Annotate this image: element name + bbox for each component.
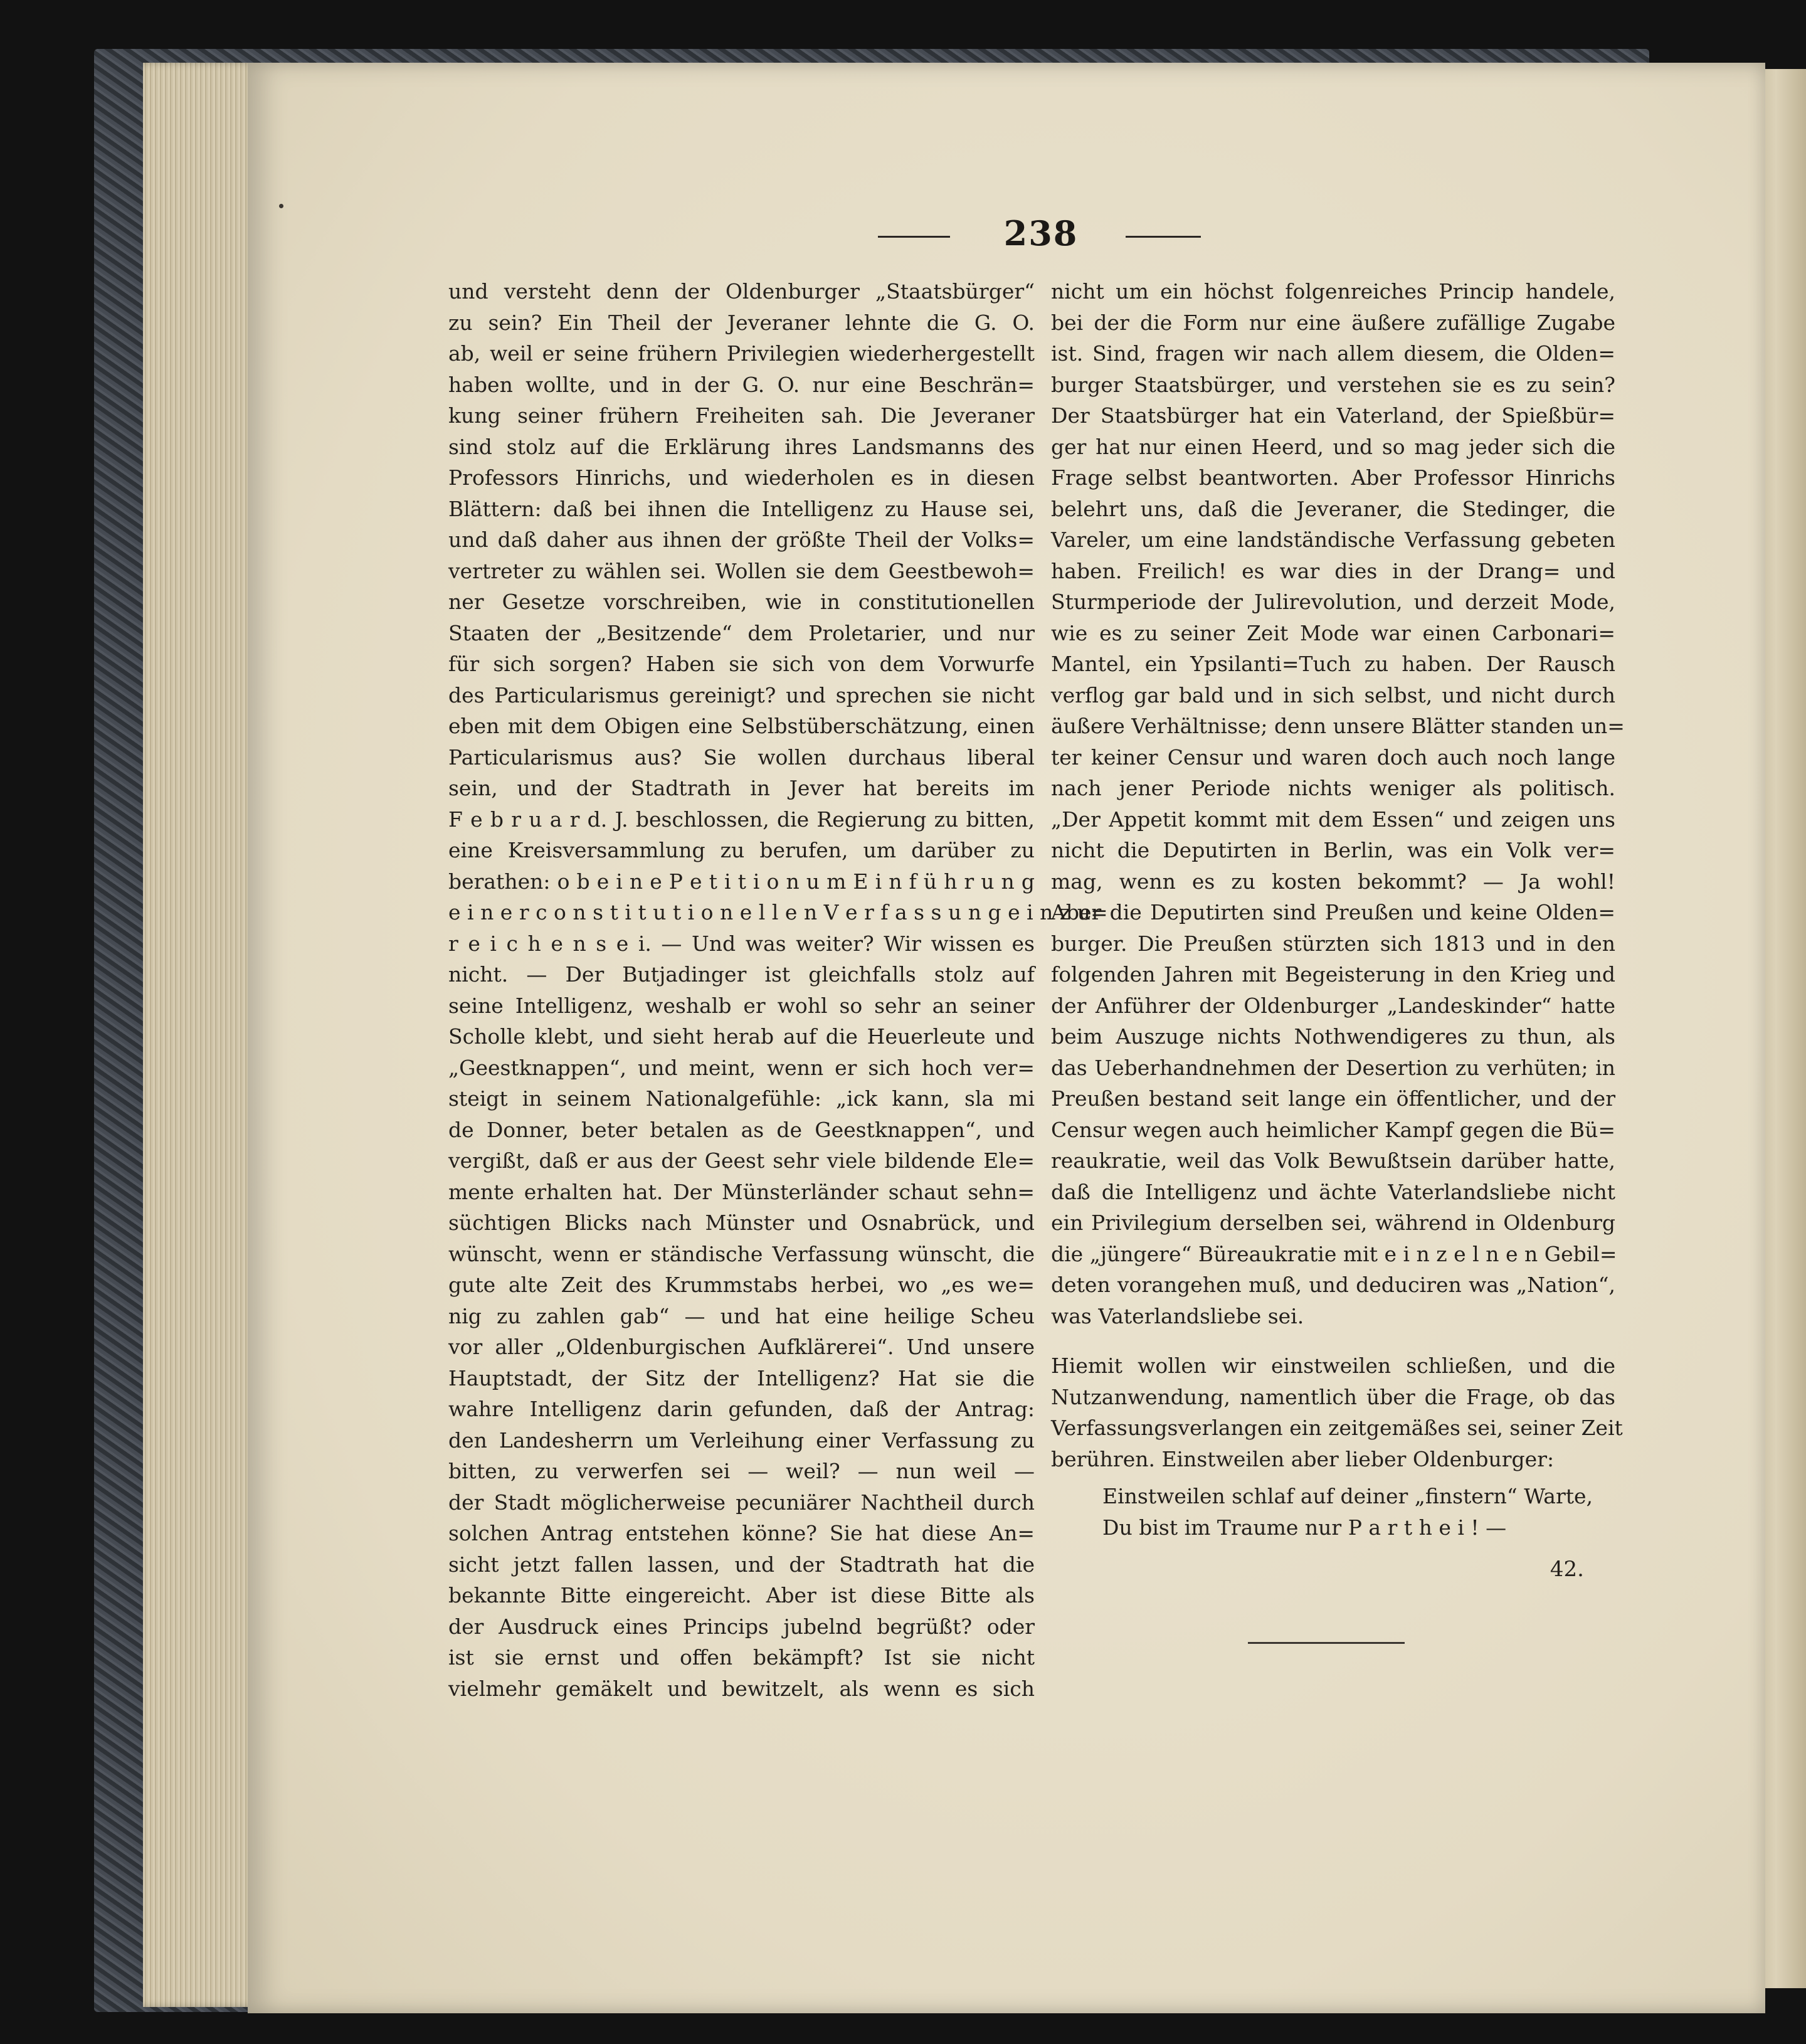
text-line: den Landesherrn um Verleihung einer Verfassung zu	[448, 1427, 1035, 1453]
text-line: seine Intelligenz, weshalb er wohl so sehr an seiner	[448, 993, 1035, 1018]
page-number: 238	[1003, 213, 1079, 253]
text-line: der Ausdruck eines Princips jubelnd begrüßt? oder	[448, 1614, 1035, 1639]
text-line: Mantel, ein Ypsilanti=Tuch zu haben. Der Rausch	[1051, 652, 1615, 676]
text-line: verflog gar bald und in sich selbst, und nicht durch	[1051, 682, 1615, 707]
closing-rule	[1248, 1642, 1405, 1644]
text-line: Staaten der „Besitzende“ dem Proletarier, und nur	[448, 620, 1035, 645]
text-line: burger. Die Preußen stürzten sich 1813 und in den	[1051, 931, 1615, 956]
text-line: was Vaterlandsliebe sei.	[1051, 1303, 1304, 1328]
text-line: daß die Intelligenz und ächte Vaterlandsliebe nicht	[1051, 1179, 1615, 1204]
text-line: nicht die Deputirten in Berlin, was ein Volk ver=	[1051, 838, 1615, 862]
text-line: äußere Verhältnisse; denn unsere Blätter standen un=	[1051, 714, 1625, 738]
text-line: haben. Freilich! es war dies in der Drang= und	[1051, 558, 1615, 583]
text-line: nig zu zahlen gab“ — und hat eine heilige Scheu	[448, 1303, 1035, 1328]
text-line: e i n e r c o n s t i t u t i o n e l l e n V e r f a s s u n g e i n z u=	[448, 900, 1108, 924]
text-line: Particularismus aus? Sie wollen durchaus liberal	[448, 744, 1035, 770]
text-line: Vareler, um eine landständische Verfassung gebeten	[1051, 527, 1615, 552]
text-line: wünscht, wenn er ständische Verfassung wünscht, die	[448, 1241, 1035, 1266]
text-line: Scholle klebt, und sieht herab auf die Heuerleute und	[448, 1024, 1035, 1049]
text-line: r e i c h e n s e i. — Und was weiter? Wir wissen es	[448, 931, 1035, 956]
right-text-column	[1051, 276, 1625, 1592]
text-line: haben wollte, und in der G. O. nur eine Beschrän=	[448, 372, 1035, 397]
paragraph-1	[1051, 276, 1625, 1332]
text-line: das Ueberhandnehmen der Desertion zu verhüten; in	[1051, 1055, 1615, 1080]
text-line: gute alte Zeit des Krummstabs herbei, wo „es we=	[448, 1273, 1035, 1297]
text-line: bei der die Form nur eine äußere zufällige Zugabe	[1051, 310, 1615, 335]
text-line: Frage selbst beantworten. Aber Professor Hinrichs	[1051, 465, 1615, 490]
text-line: sind stolz auf die Erklärung ihres Landsmanns des	[448, 434, 1035, 459]
text-line: der Anführer der Oldenburger „Landeskinder“ hatte	[1051, 993, 1615, 1018]
text-line: ist. Sind, fragen wir nach allem diesem, die Olden=	[1051, 341, 1615, 366]
text-line: ger hat nur einen Heerd, und so mag jeder sich die	[1051, 434, 1615, 459]
text-line: nach jener Periode nichts weniger als politisch.	[1051, 776, 1615, 800]
text-line: reaukratie, weil das Volk Bewußtsein darüber hatte,	[1051, 1148, 1615, 1173]
text-line: bekannte Bitte eingereicht. Aber ist diese Bitte als	[448, 1583, 1035, 1607]
text-line: des Particularismus gereinigt? und sprechen sie nicht	[448, 682, 1035, 707]
text-line: F e b r u a r d. J. beschlossen, die Regierung zu bitten,	[448, 807, 1035, 832]
text-line: Du bist im Traume nur P a r t h e i ! —	[1102, 1515, 1507, 1540]
text-line: deten vorangehen muß, und deduciren was „Nation“,	[1051, 1273, 1615, 1297]
text-line: berathen: o b e i n e P e t i t i o n u m E i n f ü h r u n g	[448, 869, 1035, 894]
text-line: burger Staatsbürger, und verstehen sie es zu sein?	[1051, 372, 1615, 397]
text-line: mag, wenn es zu kosten bekommt? — Ja wohl!	[1051, 869, 1615, 894]
text-line: sicht jetzt fallen lassen, und der Stadtrath hat die	[448, 1552, 1035, 1577]
text-line: zu sein? Ein Theil der Jeveraner lehnte die G. O.	[448, 310, 1035, 335]
paragraph-2	[1051, 1350, 1623, 1475]
text-line: solchen Antrag entstehen könne? Sie hat diese An=	[448, 1521, 1035, 1545]
text-line: Der Staatsbürger hat ein Vaterland, der Spießbür=	[1051, 403, 1615, 428]
verse-block	[1051, 1481, 1615, 1543]
text-line: eben mit dem Obigen eine Selbstüberschätzung, einen	[448, 714, 1035, 738]
text-line: und daß daher aus ihnen der größte Theil der Volks=	[448, 527, 1035, 552]
page-header	[878, 213, 1204, 257]
text-line: kung seiner frühern Freiheiten sah. Die Jeveraner	[448, 403, 1035, 428]
text-line: folgenden Jahren mit Begeisterung in den Krieg und	[1051, 962, 1615, 987]
text-line: der Stadt möglicherweise pecuniärer Nachtheil durch	[448, 1490, 1035, 1515]
text-line: Hauptstadt, der Sitz der Intelligenz? Hat sie die	[448, 1365, 1035, 1390]
text-line: belehrt uns, daß die Jeveraner, die Stedinger, die	[1051, 496, 1615, 521]
text-line: Professors Hinrichs, und wiederholen es in diesen	[448, 465, 1035, 490]
text-line: de Donner, beter betalen as de Geestknappen“, und	[448, 1117, 1035, 1142]
text-line: eine Kreisversammlung zu berufen, um darüber zu	[448, 838, 1035, 862]
text-line: sein, und der Stadtrath in Jever hat bereits im	[448, 776, 1035, 800]
paragraph-gap	[1051, 1332, 1615, 1350]
text-line: für sich sorgen? Haben sie sich von dem Vorwurfe	[448, 652, 1035, 676]
text-line: „Geestknappen“, und meint, wenn er sich hoch ver=	[448, 1055, 1035, 1080]
text-line: Hiemit wollen wir einstweilen schließen, und die	[1051, 1353, 1615, 1378]
left-text-column	[448, 276, 1108, 1704]
text-line: wahre Intelligenz darin gefunden, daß der Antrag:	[448, 1397, 1035, 1421]
text-line: berühren. Einstweilen aber lieber Oldenburger:	[1051, 1446, 1555, 1471]
text-line: Aber die Deputirten sind Preußen und keine Olden=	[1051, 900, 1615, 924]
text-line: vor aller „Oldenburgischen Aufklärerei“. Und unsere	[448, 1335, 1035, 1359]
text-line: süchtigen Blicks nach Münster und Osnabrück, und	[448, 1210, 1035, 1235]
text-line: Verfassungsverlangen ein zeitgemäßes sei, seiner Zeit	[1051, 1416, 1623, 1440]
verse-gap	[1051, 1475, 1615, 1481]
text-line: vergißt, daß er aus der Geest sehr viele bildende Ele=	[448, 1148, 1035, 1173]
text-line: Censur wegen auch heimlicher Kampf gegen die Bü=	[1051, 1117, 1615, 1142]
text-line: vertreter zu wählen sei. Wollen sie dem Geestbewoh=	[448, 558, 1035, 583]
text-line: ter keiner Censur und waren doch auch noch lange	[1051, 744, 1615, 770]
text-line: Sturmperiode der Julirevolution, und derzeit Mode,	[1051, 590, 1615, 614]
text-line: beim Auszuge nichts Nothwendigeres zu thun, als	[1051, 1024, 1615, 1049]
text-line: Blättern: daß bei ihnen die Intelligenz zu Hause sei,	[448, 496, 1035, 521]
text-line: nicht um ein höchst folgenreiches Princip handele,	[1051, 279, 1615, 304]
text-line: vielmehr gemäkelt und bewitzelt, als wenn es sich	[448, 1676, 1035, 1701]
text-line: bitten, zu verwerfen sei — weil? — nun weil —	[448, 1459, 1035, 1483]
text-line: die „jüngere“ Büreaukratie mit e i n z e l n e n Gebil=	[1051, 1241, 1617, 1266]
ink-spot	[279, 204, 283, 208]
author-signature: 42.	[1550, 1557, 1584, 1582]
header-rule-left	[878, 236, 950, 238]
text-line: ist sie ernst und offen bekämpft? Ist sie nicht	[448, 1645, 1035, 1670]
text-line: Einstweilen schlaf auf deiner „finstern“ Warte,	[1102, 1484, 1593, 1508]
text-line: „Der Appetit kommt mit dem Essen“ und zeigen uns	[1051, 807, 1615, 832]
text-line: ab, weil er seine frühern Privilegien wiederhergestellt	[448, 341, 1035, 366]
text-line: nicht. — Der Butjadinger ist gleichfalls stolz auf	[448, 962, 1035, 987]
page-stack-edge	[143, 63, 262, 2007]
text-line: ein Privilegium derselben sei, während in Oldenburg	[1051, 1210, 1615, 1235]
text-line: mente erhalten hat. Der Münsterländer schaut sehn=	[448, 1179, 1035, 1204]
text-line: Preußen bestand seit lange ein öffentlicher, und der	[1051, 1086, 1615, 1111]
header-rule-right	[1126, 236, 1201, 238]
text-line: steigt in seinem Nationalgefühle: „ick kann, sla mi	[448, 1086, 1035, 1111]
text-line: und versteht denn der Oldenburger „Staatsbürger“	[448, 279, 1035, 304]
text-line: Nutzanwendung, namentlich über die Frage, ob das	[1051, 1384, 1615, 1409]
text-line: wie es zu seiner Zeit Mode war einen Carbonari=	[1051, 620, 1615, 645]
text-line: ner Gesetze vorschreiben, wie in constitutionellen	[448, 590, 1035, 614]
